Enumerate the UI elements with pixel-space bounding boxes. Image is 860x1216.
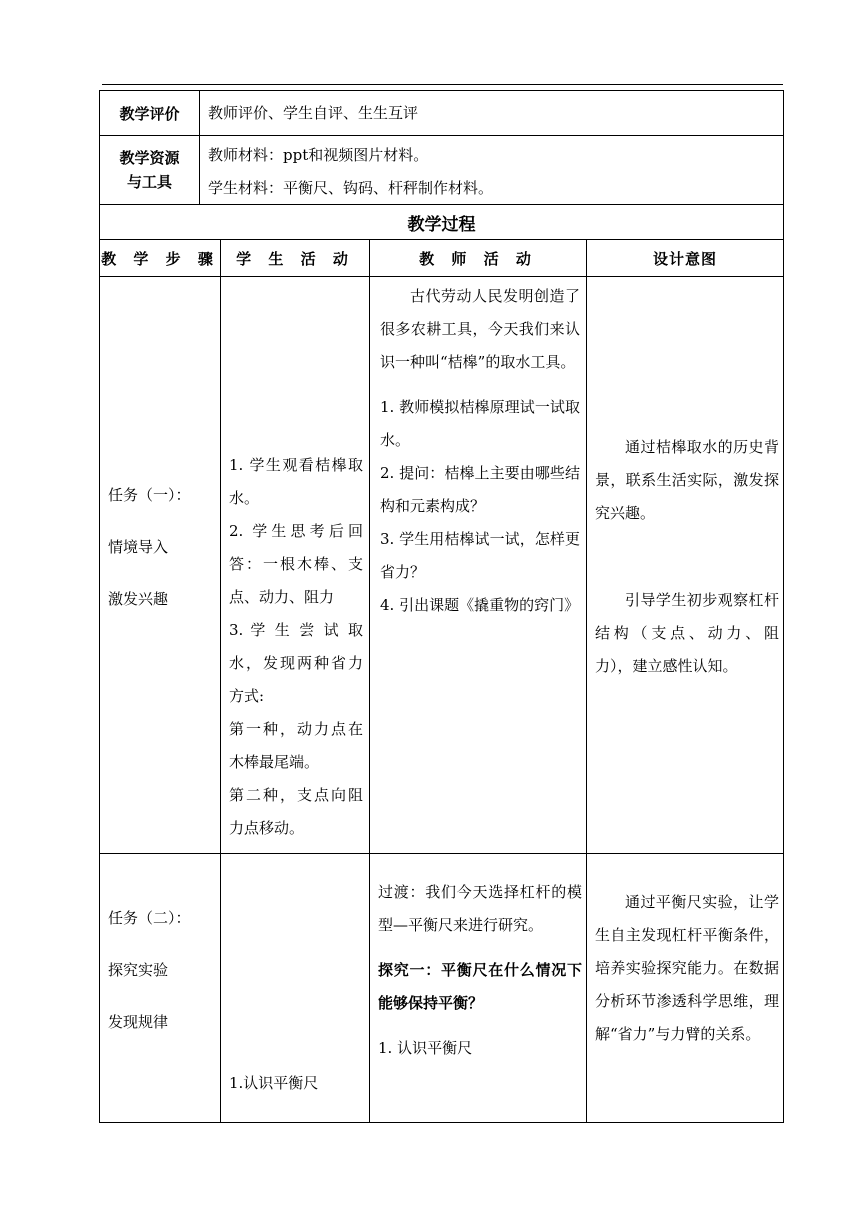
evaluation-label: 教学评价 bbox=[119, 104, 180, 123]
task1-teacher-line: 4. 引出课题《撬重物的窍门》 bbox=[380, 596, 580, 614]
resources-label-line1: 教学资源 bbox=[119, 149, 180, 167]
task2-intent: 通过平衡尺实验，让学生自主发现杠杆平衡条件，培养实验探究能力。在数据分析环节渗透科学思维，理解“省力”与力臂的关系。 bbox=[595, 893, 779, 1043]
process-title-cell bbox=[99, 204, 784, 240]
task1-intent-cell bbox=[586, 276, 784, 854]
column-header-student-label: 学 生 活 动 bbox=[236, 249, 354, 268]
task2-step-line: 发现规律 bbox=[108, 1013, 169, 1031]
task1-teacher-line: 1. 教师模拟桔槔原理试一试取水。 bbox=[380, 398, 580, 449]
column-header-intent-label: 设计意图 bbox=[652, 249, 717, 268]
task1-intent-1: 通过桔槔取水的历史背景，联系生活实际，激发探究兴趣。 bbox=[595, 438, 779, 522]
resources-value-cell bbox=[199, 135, 784, 205]
task2-teacher-transition: 过渡：我们今天选择杠杆的模型—平衡尺来进行研究。 bbox=[378, 883, 582, 934]
task1-step-line: 任务（一）： bbox=[108, 486, 191, 504]
task1-student-cell bbox=[220, 276, 370, 854]
column-header-step-label: 教 学 步 骤 bbox=[101, 249, 219, 268]
task1-step-line: 激发兴趣 bbox=[108, 590, 169, 608]
task1-teacher-intro: 古代劳动人民发明创造了很多农耕工具，今天我们来认识一种叫“桔槔”的取水工具。 bbox=[380, 287, 580, 371]
column-header-intent bbox=[586, 239, 784, 277]
column-header-teacher-label: 教 师 活 动 bbox=[419, 249, 537, 268]
task1-step-line: 情境导入 bbox=[108, 538, 169, 556]
resources-label-cell bbox=[99, 135, 200, 205]
evaluation-label-cell bbox=[99, 90, 200, 136]
resources-label-line2: 与工具 bbox=[126, 173, 172, 191]
task2-teacher-cell bbox=[369, 853, 587, 1123]
process-title: 教学过程 bbox=[407, 214, 476, 235]
task1-teacher-line: 2. 提问：桔槔上主要由哪些结构和元素构成？ bbox=[380, 464, 580, 515]
column-header-student bbox=[220, 239, 370, 277]
task1-student-line: 第一种，动力点在木棒最尾端。 bbox=[229, 720, 363, 771]
task2-student-line: 1.认识平衡尺 bbox=[229, 1074, 319, 1092]
task2-step-line: 探究实验 bbox=[108, 961, 169, 979]
column-header-teacher bbox=[369, 239, 587, 277]
column-header-step bbox=[99, 239, 221, 277]
task2-teacher-step: 1. 认识平衡尺 bbox=[378, 1039, 473, 1057]
task1-intent-2: 引导学生初步观察杠杆结构（支点、动力、阻力），建立感性认知。 bbox=[595, 591, 779, 675]
task2-teacher-inquiry: 探究一：平衡尺在什么情况下能够保持平衡？ bbox=[378, 961, 582, 1012]
header-rule bbox=[102, 84, 783, 85]
task1-student-line: 3. 学 生 尝 试 取 水，发现两种省力方式: bbox=[229, 621, 363, 705]
task2-student-cell bbox=[220, 853, 370, 1123]
task1-student-line: 2. 学生思考后回答：一根木棒、支点、动力、阻力 bbox=[229, 522, 363, 606]
task2-step-line: 任务（二）： bbox=[108, 909, 191, 927]
task2-step-cell bbox=[99, 853, 221, 1123]
student-materials: 学生材料：平衡尺、钩码、杆秤制作材料。 bbox=[208, 179, 494, 197]
task1-student-line: 1. 学生观看桔槔取水。 bbox=[229, 456, 363, 507]
teacher-materials: 教师材料：ppt和视频图片材料。 bbox=[208, 146, 429, 164]
evaluation-value: 教师评价、学生自评、生生互评 bbox=[208, 103, 419, 122]
task2-intent-cell bbox=[586, 853, 784, 1123]
evaluation-value-cell bbox=[199, 90, 784, 136]
task1-teacher-line: 3. 学生用桔槔试一试，怎样更省力？ bbox=[380, 530, 580, 581]
task1-step-cell bbox=[99, 276, 221, 854]
task1-student-line: 第二种，支点向阻力点移动。 bbox=[229, 786, 363, 837]
task1-teacher-cell bbox=[369, 276, 587, 854]
